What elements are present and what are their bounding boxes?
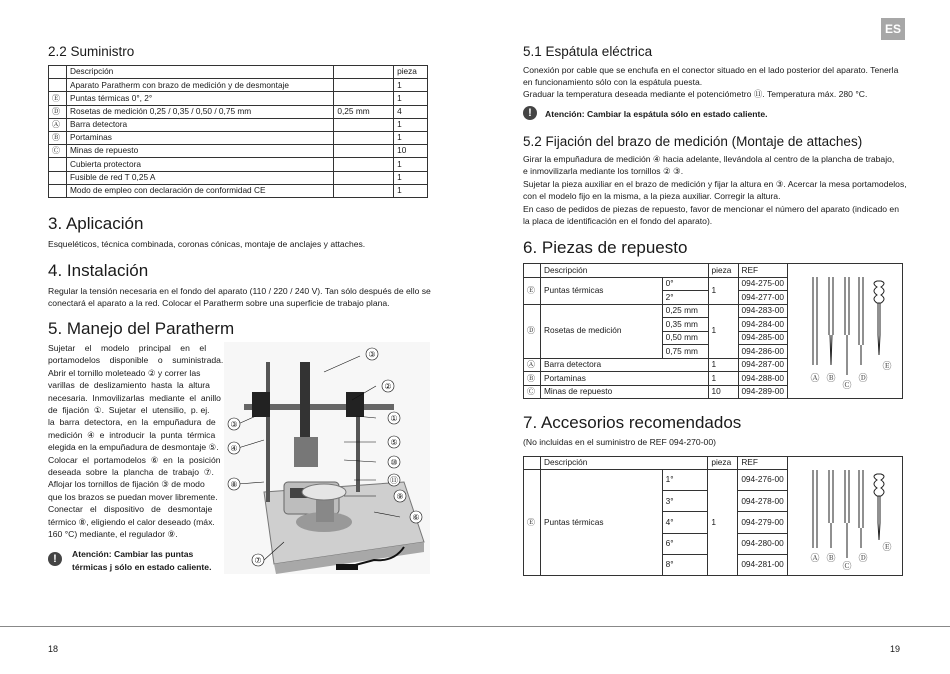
row-symbol — [49, 171, 67, 184]
callout-11: ⑪ — [390, 476, 398, 485]
callout-9: ⑨ — [396, 492, 404, 501]
section-5-1-line3: Graduar la temperatura deseada mediante el potenciómetro ⑪. Temperatura máx. 280 °C. — [523, 89, 868, 99]
row-symbol — [49, 184, 67, 197]
header-symbol — [524, 264, 541, 278]
callout-6: ⑥ — [412, 513, 420, 522]
paragraph-line: Colocar el portamodelos ⑥ en la posición — [48, 454, 221, 465]
row-symbol: Ⓐ — [524, 358, 541, 372]
paragraph-line: de fijación ①. Sujetar el utensilio, p. ej. — [48, 405, 210, 416]
paragraph-line: térmico ⑧, eligiendo el calor deseado (máx. — [48, 516, 215, 527]
paragraph-line: necesaria. Inmovilizarlas mediante el anillo — [48, 392, 221, 403]
header-description: Descripción — [66, 66, 333, 79]
table-row — [49, 171, 428, 184]
page-number-right: 19 — [890, 644, 901, 654]
row-qty: 10 — [708, 385, 738, 399]
paragraph-line: con el modelo fijo en la misma, a la pieza auxiliar. Corregir la altura. — [523, 191, 781, 202]
row-description: Rosetas de medición 0,25 / 0,35 / 0,50 / 0,75 mm — [66, 105, 333, 118]
row-qty: 1 — [394, 79, 428, 92]
paragraph-line: la barra detectora, en la empuñadura de — [48, 417, 216, 428]
row-description: Modo de empleo con declaración de conformidad CE — [66, 184, 333, 197]
tool-label-b: Ⓑ — [826, 373, 836, 383]
header-description: Descripción — [540, 457, 707, 470]
row-size — [334, 131, 394, 144]
row-symbol: Ⓑ — [524, 372, 541, 386]
warning-text-line2: térmicas j sólo en estado caliente. — [72, 562, 212, 572]
paragraph-line: varillas de deslizamiento hasta la altura — [48, 380, 210, 391]
row-ref: 094-288-00 — [738, 372, 787, 386]
paragraph-line: En caso de pedidos de piezas de repuesto, favor de mencionar el número del aparato (indicado en — [523, 203, 899, 214]
row-variant: 0° — [662, 277, 708, 291]
row-variant: 0,75 mm — [662, 345, 708, 359]
section-4-title: 4. Instalación — [48, 261, 149, 280]
row-qty: 1 — [708, 358, 738, 372]
accessory-tools-illustration — [805, 468, 901, 576]
row-ref: 094-285-00 — [738, 331, 787, 345]
row-description: Puntas térmicas 0°, 2° — [66, 92, 333, 105]
callout-3-top: ③ — [368, 350, 376, 359]
row-qty: 1 — [708, 372, 738, 386]
section-5-1-line1: Conexión por cable que se enchufa en el conector situado en el lado posterior del aparato. Tenerla — [523, 65, 899, 75]
row-symbol: Ⓔ — [524, 470, 541, 576]
row-size — [334, 118, 394, 131]
row-qty: 1 — [708, 470, 738, 576]
row-symbol: Ⓔ — [524, 277, 541, 304]
tool-label-c: Ⓒ — [842, 561, 852, 571]
row-symbol: Ⓒ — [524, 385, 541, 399]
row-qty: 1 — [394, 158, 428, 171]
warning-text-spatula: Atención: Cambiar la espátula sólo en estado caliente. — [545, 109, 768, 119]
row-variant: 1° — [662, 470, 708, 491]
row-variant: 4° — [662, 512, 708, 533]
row-symbol — [49, 79, 67, 92]
warning-icon: ! — [48, 552, 62, 566]
row-ref: 094-283-00 — [738, 304, 787, 318]
row-qty: 1 — [394, 131, 428, 144]
row-variant: 2° — [662, 291, 708, 305]
paragraph-line: medición ④ e introducir la punta térmica — [48, 429, 216, 440]
row-variant: 0,50 mm — [662, 331, 708, 345]
tool-label-e: Ⓔ — [882, 361, 892, 371]
row-variant: 3° — [662, 491, 708, 512]
section-4-line2: conectará el aparato a la red. Colocar el Paratherm sobre una superficie de trabajo plana. — [48, 298, 390, 308]
row-qty: 4 — [394, 105, 428, 118]
row-description: Minas de repuesto — [66, 145, 333, 158]
section-5-text — [48, 342, 224, 541]
row-size — [334, 145, 394, 158]
row-description: Puntas térmicas — [540, 277, 662, 304]
warning-text-line1: Atención: Cambiar las puntas — [72, 549, 194, 559]
section-2-2-title: 2.2 Suministro — [48, 44, 135, 59]
row-description: Portaminas — [540, 372, 708, 386]
row-qty: 1 — [708, 277, 738, 304]
row-size — [334, 92, 394, 105]
row-variant: 8° — [662, 554, 708, 575]
row-ref: 094-284-00 — [738, 318, 787, 332]
row-description: Fusible de red T 0,25 A — [66, 171, 333, 184]
row-qty: 1 — [394, 171, 428, 184]
header-ref: REF — [738, 457, 787, 470]
row-description: Cubierta protectora — [66, 158, 333, 171]
row-symbol: Ⓓ — [49, 105, 67, 118]
spare-tools-illustration — [805, 275, 901, 393]
callout-3-left: ③ — [230, 420, 238, 429]
header-ref: REF — [738, 264, 787, 278]
row-size: 0,25 mm — [334, 105, 394, 118]
row-ref: 094-281-00 — [738, 554, 787, 575]
paragraph-line: Sujetar el modelo principal en el — [48, 343, 207, 353]
paragraph-line: Sujetar la pieza auxiliar en el brazo de medición y fijar la altura en ③. Acercar la mesa portamodelos, — [523, 178, 907, 189]
paratherm-device-illustration — [224, 342, 430, 574]
supply-table — [48, 65, 428, 198]
table-row — [49, 79, 428, 92]
header-qty: pieza — [708, 457, 738, 470]
table-header-row — [49, 66, 428, 79]
row-variant: 0,25 mm — [662, 304, 708, 318]
callout-5: ⑤ — [390, 438, 398, 447]
row-ref: 094-287-00 — [738, 358, 787, 372]
row-symbol — [49, 158, 67, 171]
row-symbol: Ⓑ — [49, 131, 67, 144]
row-symbol: Ⓐ — [49, 118, 67, 131]
row-ref: 094-276-00 — [738, 470, 787, 491]
section-5-1-title: 5.1 Espátula eléctrica — [523, 44, 653, 59]
row-qty: 1 — [394, 118, 428, 131]
row-ref: 094-286-00 — [738, 345, 787, 359]
paragraph-line: 160 °C) mediante, el regulador ⑨. — [48, 529, 178, 540]
row-size — [334, 158, 394, 171]
row-ref: 094-279-00 — [738, 512, 787, 533]
table-row — [49, 131, 428, 144]
row-description: Rosetas de medición — [540, 304, 662, 358]
row-ref: 094-289-00 — [738, 385, 787, 399]
header-qty: pieza — [394, 66, 428, 79]
row-size — [334, 79, 394, 92]
section-5-2-text — [523, 153, 908, 227]
row-variant: 6° — [662, 533, 708, 554]
section-5-title: 5. Manejo del Paratherm — [48, 319, 235, 338]
row-description: Aparato Paratherm con brazo de medición y de desmontaje — [66, 79, 333, 92]
tool-label-a: Ⓐ — [810, 553, 820, 563]
row-description: Portaminas — [66, 131, 333, 144]
row-qty: 1 — [708, 304, 738, 358]
warning-icon: ! — [523, 106, 537, 120]
row-description: Puntas térmicas — [540, 470, 662, 576]
page-number-left: 18 — [48, 644, 59, 654]
row-variant: 0,35 mm — [662, 318, 708, 332]
tool-label-d: Ⓓ — [858, 553, 868, 563]
tool-label-c: Ⓒ — [842, 380, 852, 390]
row-qty: 10 — [394, 145, 428, 158]
footer-divider — [0, 626, 950, 627]
callout-7: ⑦ — [254, 556, 262, 565]
table-row — [49, 118, 428, 131]
paragraph-line: la placa de identificación en el fondo del aparato). — [523, 216, 713, 227]
callout-2: ② — [384, 382, 392, 391]
section-4-line1: Regular la tensión necesaria en el fondo del aparato (110 / 220 / 240 V). Tan sólo después de ello se — [48, 286, 431, 296]
row-symbol: Ⓓ — [524, 304, 541, 358]
row-size — [334, 171, 394, 184]
header-qty: pieza — [708, 264, 738, 278]
language-tab: ES — [881, 18, 905, 40]
row-ref: 094-275-00 — [738, 277, 787, 291]
row-qty: 1 — [394, 184, 428, 197]
callout-8: ⑧ — [230, 480, 238, 489]
callout-1: ① — [390, 414, 398, 423]
section-6-title: 6. Piezas de repuesto — [523, 238, 688, 257]
paragraph-line: Girar la empuñadura de medición ④ hacia adelante, llevándola al centro de la plancha de trabajo, — [523, 154, 895, 164]
row-ref: 094-277-00 — [738, 291, 787, 305]
table-row — [49, 92, 428, 105]
table-row — [49, 105, 428, 118]
table-row — [49, 184, 428, 197]
section-7-subtitle: (No incluidas en el suministro de REF 094-270-00) — [523, 437, 716, 447]
paragraph-line: deseada sobre la plancha de trabajo ⑦. — [48, 467, 214, 478]
paragraph-line: Aflojar los tornillos de fijación ③ de modo — [48, 479, 205, 490]
row-description: Minas de repuesto — [540, 385, 708, 399]
row-qty: 1 — [394, 92, 428, 105]
paragraph-line: que los brazos se puedan mover libremente. — [48, 491, 218, 502]
callout-4: ④ — [230, 444, 238, 453]
tool-label-e: Ⓔ — [882, 542, 892, 552]
table-row — [49, 158, 428, 171]
tool-label-b: Ⓑ — [826, 553, 836, 563]
table-row — [49, 145, 428, 158]
callout-10: ⑩ — [390, 458, 398, 467]
section-3-title: 3. Aplicación — [48, 214, 144, 233]
row-symbol: Ⓔ — [49, 92, 67, 105]
row-ref: 094-278-00 — [738, 491, 787, 512]
section-5-1-line2: en funcionamiento sólo con la espátula puesta. — [523, 77, 703, 87]
header-symbol — [524, 457, 541, 470]
row-size — [334, 184, 394, 197]
tool-label-a: Ⓐ — [810, 373, 820, 383]
tool-label-d: Ⓓ — [858, 373, 868, 383]
row-description: Barra detectora — [540, 358, 708, 372]
section-3-text: Esqueléticos, técnica combinada, coronas cónicas, montaje de anclajes y attaches. — [48, 239, 366, 249]
row-symbol: Ⓒ — [49, 145, 67, 158]
paragraph-line: e inmovilizarla mediante los tornillos ② ③. — [523, 166, 684, 177]
paragraph-line: portamodelos disponible o suministrada. — [48, 355, 224, 366]
paragraph-line: Conectar el dispositivo de desmontaje — [48, 504, 213, 515]
row-description: Barra detectora — [66, 118, 333, 131]
header-description: Descripción — [540, 264, 708, 278]
row-ref: 094-280-00 — [738, 533, 787, 554]
section-7-title: 7. Accesorios recomendados — [523, 413, 742, 432]
section-5-2-title: 5.2 Fijación del brazo de medición (Montaje de attaches) — [523, 134, 863, 149]
paragraph-line: elegida en la empuñadura de desmontaje ⑤. — [48, 442, 219, 453]
paragraph-line: Abrir el tornillo moleteado ② y correr las — [48, 367, 201, 378]
